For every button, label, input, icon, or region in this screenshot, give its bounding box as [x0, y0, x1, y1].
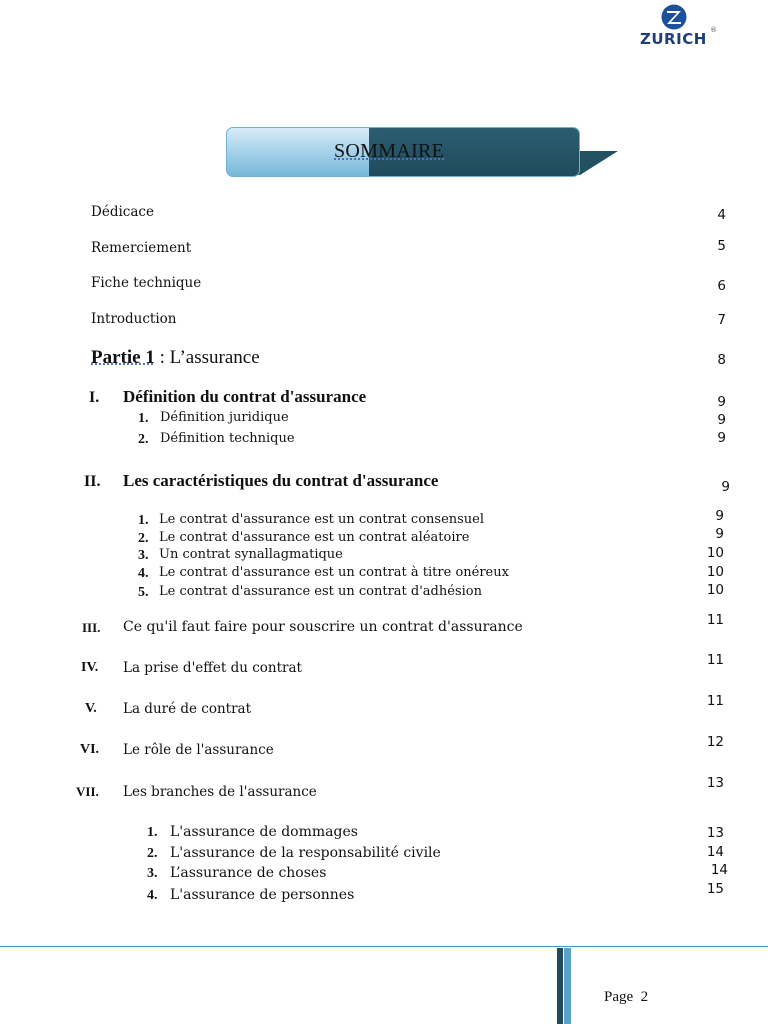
- sub-number: 3.: [138, 548, 149, 563]
- footer-divider: [0, 946, 768, 947]
- partie-label: Partie 1: [91, 347, 155, 368]
- page-title: SOMMAIRE: [334, 140, 445, 162]
- toc-page: 9: [715, 526, 724, 542]
- section-number: II.: [84, 473, 101, 490]
- zurich-logo: [638, 4, 718, 48]
- page-number-value: 2: [640, 989, 649, 1005]
- section-title: Les branches de l'assurance: [123, 784, 317, 800]
- partie-title: L’assurance: [169, 347, 260, 368]
- toc-page: 9: [717, 412, 726, 428]
- sub-number: 1.: [147, 825, 158, 840]
- toc-page: 9: [715, 508, 724, 524]
- partie-separator: :: [154, 347, 170, 368]
- sub-title: Définition juridique: [160, 410, 289, 425]
- sub-number: 3.: [147, 866, 158, 881]
- section-number: VII.: [76, 784, 99, 799]
- toc-page: 6: [717, 278, 726, 294]
- sub-title: Le contrat d'assurance est un contrat aléatoire: [159, 530, 470, 545]
- sub-title: L'assurance de dommages: [170, 824, 358, 840]
- toc-entry-remerciement: Remerciement: [91, 240, 192, 256]
- sub-number: 4.: [138, 566, 149, 581]
- sub-number: 2.: [138, 432, 149, 447]
- toc-page: 8: [717, 352, 726, 368]
- toc-page: 7: [717, 312, 726, 328]
- section-number: IV.: [81, 660, 99, 675]
- sub-number: 2.: [138, 531, 149, 546]
- toc-page: 4: [717, 207, 726, 223]
- footer-accent-dark: [557, 948, 563, 1024]
- sub-title: Un contrat synallagmatique: [159, 547, 343, 562]
- section-number: VI.: [80, 742, 100, 757]
- sub-number: 5.: [138, 585, 149, 600]
- section-number: V.: [85, 701, 97, 716]
- toc-page: 11: [706, 612, 724, 628]
- toc-entry-fiche-technique: Fiche technique: [91, 275, 202, 291]
- toc-entry-introduction: Introduction: [91, 311, 177, 327]
- section-number: III.: [82, 620, 101, 635]
- section-number: I.: [89, 389, 100, 406]
- title-banner: [226, 127, 622, 179]
- zurich-z-icon: [661, 4, 687, 30]
- toc-page: 10: [706, 545, 724, 561]
- sub-number: 4.: [147, 888, 158, 903]
- registered-mark: ®: [710, 26, 717, 34]
- sub-title: Définition technique: [160, 431, 295, 446]
- toc-page: 14: [710, 862, 728, 878]
- toc-page: 10: [706, 564, 724, 580]
- toc-page: 14: [706, 844, 724, 860]
- section-title: Ce qu'il faut faire pour souscrire un contrat d'assurance: [123, 619, 523, 635]
- section-title: Définition du contrat d'assurance: [123, 387, 367, 406]
- toc-page: 15: [706, 881, 724, 897]
- sub-number: 1.: [138, 411, 149, 426]
- sub-title: L'assurance de la responsabilité civile: [170, 845, 441, 861]
- page-label: Page: [604, 989, 634, 1005]
- toc-partie-1: [91, 347, 260, 369]
- toc-page: 9: [721, 479, 730, 495]
- section-title: Le rôle de l'assurance: [123, 742, 274, 758]
- toc-page: 11: [706, 693, 724, 709]
- section-title: La duré de contrat: [123, 701, 252, 717]
- page-number: [604, 989, 648, 1006]
- toc-page: 10: [706, 582, 724, 598]
- logo-text: ZURICH: [640, 30, 707, 48]
- toc-page: 9: [717, 430, 726, 446]
- toc-page: 11: [706, 652, 724, 668]
- toc-page: 5: [717, 238, 726, 254]
- sub-number: 2.: [147, 846, 158, 861]
- footer-accent-light: [564, 948, 571, 1024]
- toc-page: 13: [706, 775, 724, 791]
- sub-title: Le contrat d'assurance est un contrat d'adhésion: [159, 584, 482, 599]
- toc-page: 12: [706, 734, 724, 750]
- sub-title: Le contrat d'assurance est un contrat consensuel: [159, 512, 485, 527]
- sub-number: 1.: [138, 513, 149, 528]
- toc-page: 13: [706, 825, 724, 841]
- sub-title: Le contrat d'assurance est un contrat à titre onéreux: [159, 565, 509, 580]
- sub-title: L’assurance de choses: [170, 865, 327, 881]
- section-title: La prise d'effet du contrat: [123, 660, 302, 676]
- toc-page: 9: [717, 394, 726, 410]
- toc-entry-dedicace: Dédicace: [91, 204, 154, 220]
- section-title: Les caractéristiques du contrat d'assurance: [123, 471, 439, 490]
- sub-title: L'assurance de personnes: [170, 887, 355, 903]
